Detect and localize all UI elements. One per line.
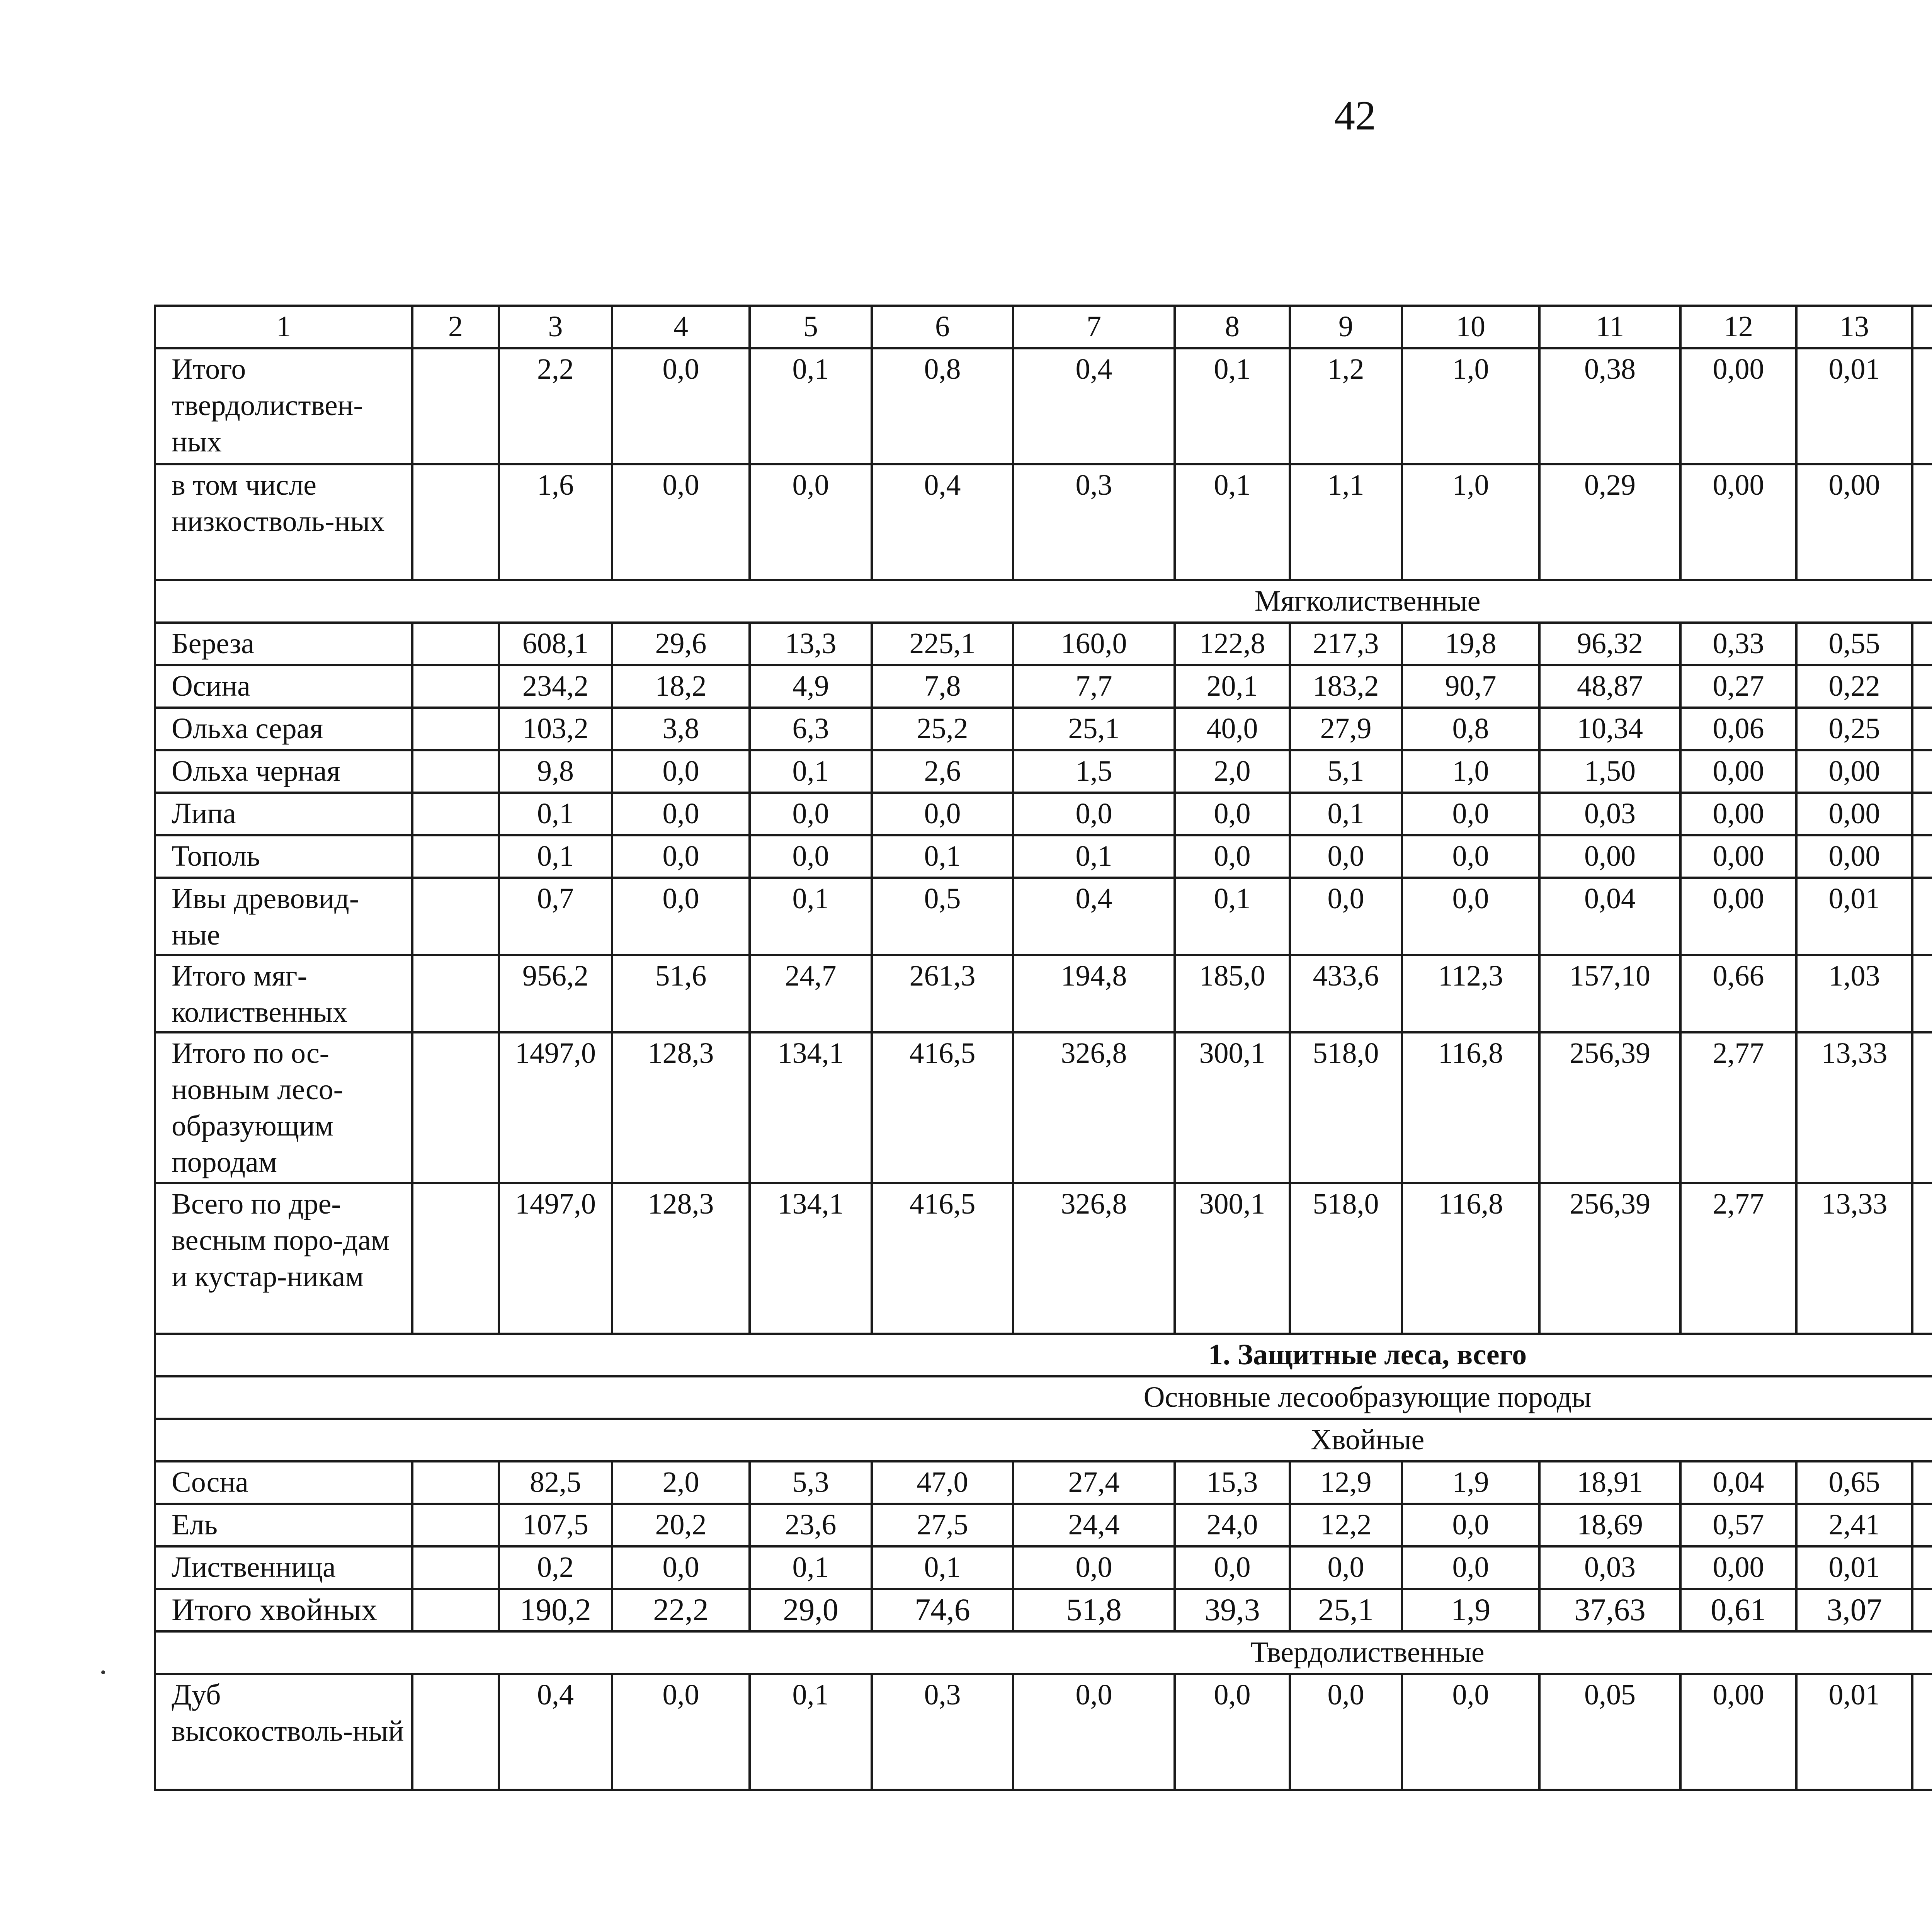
table-cell: 518,0 (1290, 1032, 1402, 1183)
table-cell: 0,0 (612, 750, 750, 793)
table-cell: 256,39 (1539, 1032, 1680, 1183)
section-header-row (155, 1419, 1932, 1461)
table-cell (1912, 1461, 1932, 1504)
section-title: Твердолиственные (155, 1631, 1932, 1674)
table-cell: 1,6 (499, 464, 612, 580)
table-cell: 22,2 (612, 1589, 750, 1631)
table-row (155, 464, 1932, 580)
table-cell: 416,5 (872, 1032, 1013, 1183)
table-cell: 19,8 (1402, 623, 1539, 665)
table-cell (412, 1589, 499, 1631)
table-cell: 116,8 (1402, 1032, 1539, 1183)
table-cell (1912, 1183, 1932, 1334)
table-cell: 0,0 (1290, 835, 1402, 878)
table-cell: 300,1 (1175, 1183, 1290, 1334)
table-cell: 0,0 (1402, 1674, 1539, 1790)
table-cell: 0,4 (1013, 348, 1175, 464)
table-cell: 0,00 (1680, 793, 1796, 835)
table-cell: 0,1 (499, 835, 612, 878)
page-number: 42 (1334, 93, 1376, 139)
table-row (155, 623, 1932, 665)
table-cell: 0,65 (1796, 1461, 1912, 1504)
species-name: в том числе низкостволь-ных (155, 464, 412, 580)
table-cell: 256,39 (1539, 1183, 1680, 1334)
table-cell: 326,8 (1013, 1183, 1175, 1334)
table-cell: 0,1 (1175, 464, 1290, 580)
table-cell: 2,0 (612, 1461, 750, 1504)
table-cell (1912, 878, 1932, 955)
table-cell: 0,61 (1680, 1589, 1796, 1631)
table-cell: 0,55 (1796, 623, 1912, 665)
table-cell: 18,91 (1539, 1461, 1680, 1504)
species-name: Сосна (155, 1461, 412, 1504)
column-number: 4 (612, 306, 750, 348)
table-cell: 0,00 (1796, 793, 1912, 835)
table-cell: 0,00 (1680, 835, 1796, 878)
table-cell: 0,00 (1796, 464, 1912, 580)
table-cell: 18,69 (1539, 1504, 1680, 1546)
table-cell: 13,33 (1796, 1183, 1912, 1334)
table-cell: 1,03 (1796, 955, 1912, 1032)
table-cell: 2,77 (1680, 1183, 1796, 1334)
table-cell: 134,1 (750, 1032, 872, 1183)
table-cell: 0,38 (1539, 348, 1680, 464)
table-cell: 0,57 (1680, 1504, 1796, 1546)
table-cell: 3,07 (1796, 1589, 1912, 1631)
table-cell: 107,5 (499, 1504, 612, 1546)
species-name: Всего по дре-весным поро-дам и кустар-никам (155, 1183, 412, 1334)
table-cell: 37,63 (1539, 1589, 1680, 1631)
table-cell: 0,00 (1680, 348, 1796, 464)
table-cell: 0,00 (1796, 835, 1912, 878)
table-cell (412, 464, 499, 580)
table-cell: 0,3 (872, 1674, 1013, 1790)
table-cell: 0,4 (872, 464, 1013, 580)
table-cell (412, 708, 499, 750)
table-cell: 1,50 (1539, 750, 1680, 793)
table-row (155, 1032, 1932, 1183)
table-row (155, 1589, 1932, 1631)
table-cell: 40,0 (1175, 708, 1290, 750)
section-title: Хвойные (155, 1419, 1932, 1461)
table-cell: 0,00 (1680, 1546, 1796, 1589)
table-cell: 0,1 (872, 1546, 1013, 1589)
species-name: Осина (155, 665, 412, 708)
table-cell: 0,0 (1175, 1674, 1290, 1790)
table-cell: 0,29 (1539, 464, 1680, 580)
section-title: Мягколиственные (155, 580, 1932, 623)
table-cell: 194,8 (1013, 955, 1175, 1032)
table-cell: 0,1 (750, 878, 872, 955)
species-name: Ивы древовид-ные (155, 878, 412, 955)
table-cell: 18,2 (612, 665, 750, 708)
table-cell (412, 665, 499, 708)
table-cell: 128,3 (612, 1183, 750, 1334)
table-cell: 6,3 (750, 708, 872, 750)
table-cell (1912, 1032, 1932, 1183)
table-row (155, 1461, 1932, 1504)
table-cell: 25,2 (872, 708, 1013, 750)
table-cell: 0,05 (1539, 1674, 1680, 1790)
table-cell: 0,0 (750, 793, 872, 835)
table-cell: 0,01 (1796, 878, 1912, 955)
table-cell: 0,2 (499, 1546, 612, 1589)
table-cell: 29,6 (612, 623, 750, 665)
table-cell: 261,3 (872, 955, 1013, 1032)
table-cell: 9,8 (499, 750, 612, 793)
section-header-row (155, 580, 1932, 623)
table-cell: 0,00 (1796, 750, 1912, 793)
table-row (155, 665, 1932, 708)
table-cell (1912, 623, 1932, 665)
table-cell: 234,2 (499, 665, 612, 708)
table-cell: 0,0 (1402, 878, 1539, 955)
table-cell: 416,5 (872, 1183, 1013, 1334)
table-cell: 157,10 (1539, 955, 1680, 1032)
table-cell: 25,1 (1013, 708, 1175, 750)
table-cell: 128,3 (612, 1032, 750, 1183)
table-cell: 0,1 (1013, 835, 1175, 878)
column-number: 2 (412, 306, 499, 348)
table-cell: 0,01 (1796, 1674, 1912, 1790)
table-cell: 0,66 (1680, 955, 1796, 1032)
table-cell (1912, 708, 1932, 750)
table-cell: 48,87 (1539, 665, 1680, 708)
table-cell: 0,06 (1680, 708, 1796, 750)
table-cell: 0,0 (1402, 793, 1539, 835)
table-cell: 2,2 (499, 348, 612, 464)
section-header-row (155, 1334, 1932, 1376)
table-cell: 0,1 (750, 348, 872, 464)
table-cell: 0,04 (1539, 878, 1680, 955)
table-cell: 1,9 (1402, 1461, 1539, 1504)
column-number: 1 (155, 306, 412, 348)
table-row (155, 878, 1932, 955)
species-name: Итого мяг-колиственных (155, 955, 412, 1032)
table-cell: 122,8 (1175, 623, 1290, 665)
species-name: Лиственница (155, 1546, 412, 1589)
table-cell: 0,0 (1175, 835, 1290, 878)
table-cell: 0,0 (1175, 1546, 1290, 1589)
species-name: Итого твердолиствен-ных (155, 348, 412, 464)
table-cell: 0,1 (750, 750, 872, 793)
table-row (155, 1546, 1932, 1589)
column-number: 12 (1680, 306, 1796, 348)
table-cell (412, 623, 499, 665)
column-number: 9 (1290, 306, 1402, 348)
table-cell: 7,7 (1013, 665, 1175, 708)
table-cell: 0,3 (1013, 464, 1175, 580)
column-number (1912, 306, 1932, 348)
table-cell: 39,3 (1175, 1589, 1290, 1631)
table-cell: 20,2 (612, 1504, 750, 1546)
table-cell: 0,7 (499, 878, 612, 955)
table-cell: 25,1 (1290, 1589, 1402, 1631)
table-cell: 20,1 (1175, 665, 1290, 708)
column-number: 7 (1013, 306, 1175, 348)
table-cell: 2,6 (872, 750, 1013, 793)
table-cell: 1497,0 (499, 1032, 612, 1183)
table-cell: 1,9 (1402, 1589, 1539, 1631)
table-row (155, 1183, 1932, 1334)
table-cell: 27,9 (1290, 708, 1402, 750)
table-cell: 1497,0 (499, 1183, 612, 1334)
table-cell: 518,0 (1290, 1183, 1402, 1334)
table-cell (1912, 1504, 1932, 1546)
table-cell: 29,0 (750, 1589, 872, 1631)
table-cell: 2,77 (1680, 1032, 1796, 1183)
table-cell: 103,2 (499, 708, 612, 750)
table-cell: 0,0 (872, 793, 1013, 835)
table-cell: 0,0 (750, 464, 872, 580)
table-cell: 134,1 (750, 1183, 872, 1334)
table-row (155, 1504, 1932, 1546)
table-cell: 51,8 (1013, 1589, 1175, 1631)
table-cell: 0,03 (1539, 793, 1680, 835)
table-cell: 90,7 (1402, 665, 1539, 708)
table-cell (412, 955, 499, 1032)
table-cell: 326,8 (1013, 1032, 1175, 1183)
table-row (155, 708, 1932, 750)
table-cell (1912, 464, 1932, 580)
table-cell: 0,01 (1796, 1546, 1912, 1589)
table-cell: 217,3 (1290, 623, 1402, 665)
table-cell: 0,0 (612, 793, 750, 835)
stray-mark (101, 1670, 105, 1674)
table-cell: 0,00 (1680, 464, 1796, 580)
table-cell: 15,3 (1175, 1461, 1290, 1504)
table-cell: 116,8 (1402, 1183, 1539, 1334)
table-cell: 0,0 (1290, 1546, 1402, 1589)
table-cell: 0,1 (1175, 348, 1290, 464)
table-cell: 433,6 (1290, 955, 1402, 1032)
section-header-row (155, 1631, 1932, 1674)
table-cell: 0,0 (1290, 878, 1402, 955)
table-cell: 0,0 (612, 348, 750, 464)
species-name: Ольха серая (155, 708, 412, 750)
species-name: Дуб высокостволь-ный (155, 1674, 412, 1790)
table-cell: 0,0 (1402, 1546, 1539, 1589)
table-cell: 0,8 (872, 348, 1013, 464)
table-cell: 0,1 (1175, 878, 1290, 955)
column-number: 3 (499, 306, 612, 348)
table-cell: 0,0 (1013, 1674, 1175, 1790)
table-cell: 0,0 (1290, 1674, 1402, 1790)
table-cell: 74,6 (872, 1589, 1013, 1631)
table-cell (412, 348, 499, 464)
table-cell: 0,1 (872, 835, 1013, 878)
table-cell (1912, 665, 1932, 708)
table-cell: 0,0 (612, 1674, 750, 1790)
table-cell: 5,1 (1290, 750, 1402, 793)
table-cell: 0,01 (1796, 348, 1912, 464)
table-cell: 24,0 (1175, 1504, 1290, 1546)
column-number-row (155, 306, 1932, 348)
table-cell (1912, 1589, 1932, 1631)
table-cell: 160,0 (1013, 623, 1175, 665)
column-number: 5 (750, 306, 872, 348)
table-cell: 112,3 (1402, 955, 1539, 1032)
table-cell: 1,2 (1290, 348, 1402, 464)
table-cell (412, 1461, 499, 1504)
forest-stock-table (154, 305, 1932, 1791)
table-cell: 0,0 (1402, 835, 1539, 878)
table-row (155, 793, 1932, 835)
table-cell: 51,6 (612, 955, 750, 1032)
table-cell: 2,0 (1175, 750, 1290, 793)
table-cell: 1,0 (1402, 464, 1539, 580)
table-cell: 0,1 (1290, 793, 1402, 835)
table-cell: 190,2 (499, 1589, 612, 1631)
table-row (155, 955, 1932, 1032)
table-cell: 956,2 (499, 955, 612, 1032)
table-cell (1912, 1674, 1932, 1790)
table-row (155, 835, 1932, 878)
table-cell (412, 1032, 499, 1183)
table-cell (412, 750, 499, 793)
table-cell: 0,25 (1796, 708, 1912, 750)
table-cell: 0,0 (1013, 793, 1175, 835)
table-cell (1912, 1546, 1932, 1589)
table-cell: 96,32 (1539, 623, 1680, 665)
table-cell: 1,1 (1290, 464, 1402, 580)
table-cell: 27,5 (872, 1504, 1013, 1546)
table-cell: 0,00 (1680, 878, 1796, 955)
table-cell: 300,1 (1175, 1032, 1290, 1183)
column-number: 8 (1175, 306, 1290, 348)
table-cell: 1,0 (1402, 750, 1539, 793)
table-cell: 4,9 (750, 665, 872, 708)
species-name: Ель (155, 1504, 412, 1546)
column-number: 6 (872, 306, 1013, 348)
table-cell: 23,6 (750, 1504, 872, 1546)
table-cell: 0,0 (612, 878, 750, 955)
table-cell: 0,22 (1796, 665, 1912, 708)
table-cell: 0,33 (1680, 623, 1796, 665)
table-cell: 13,3 (750, 623, 872, 665)
table-cell: 0,4 (1013, 878, 1175, 955)
table-cell: 47,0 (872, 1461, 1013, 1504)
table-cell: 0,4 (499, 1674, 612, 1790)
table-row (155, 750, 1932, 793)
table-cell: 7,8 (872, 665, 1013, 708)
table-cell: 183,2 (1290, 665, 1402, 708)
table-cell: 3,8 (612, 708, 750, 750)
table-cell: 27,4 (1013, 1461, 1175, 1504)
table-row (155, 1674, 1932, 1790)
table-cell (412, 878, 499, 955)
table-cell: 1,0 (1402, 348, 1539, 464)
table-cell (412, 1504, 499, 1546)
table-cell: 0,00 (1680, 1674, 1796, 1790)
table-cell (412, 793, 499, 835)
table-cell: 13,33 (1796, 1032, 1912, 1183)
section-title: 1. Защитные леса, всего (155, 1334, 1932, 1376)
table-cell (412, 835, 499, 878)
table-cell: 0,1 (750, 1674, 872, 1790)
table-cell (1912, 955, 1932, 1032)
column-number: 11 (1539, 306, 1680, 348)
table-cell (1912, 835, 1932, 878)
section-header-row (155, 1376, 1932, 1419)
table-cell: 0,00 (1680, 750, 1796, 793)
table-cell: 0,0 (1402, 1504, 1539, 1546)
table-cell: 0,04 (1680, 1461, 1796, 1504)
table-cell: 24,7 (750, 955, 872, 1032)
table-cell (412, 1674, 499, 1790)
table-cell (1912, 793, 1932, 835)
table-cell: 24,4 (1013, 1504, 1175, 1546)
table-cell: 0,1 (499, 793, 612, 835)
table-cell: 0,8 (1402, 708, 1539, 750)
table-cell: 0,0 (1175, 793, 1290, 835)
column-number: 10 (1402, 306, 1539, 348)
section-title: Основные лесообразующие породы (155, 1376, 1932, 1419)
table-cell: 608,1 (499, 623, 612, 665)
table-cell (412, 1546, 499, 1589)
table-cell: 0,5 (872, 878, 1013, 955)
column-number: 13 (1796, 306, 1912, 348)
table-cell: 12,2 (1290, 1504, 1402, 1546)
species-name: Ольха черная (155, 750, 412, 793)
table-cell: 2,41 (1796, 1504, 1912, 1546)
species-name: Тополь (155, 835, 412, 878)
table-cell: 5,3 (750, 1461, 872, 1504)
table-cell: 12,9 (1290, 1461, 1402, 1504)
table-cell: 0,1 (750, 1546, 872, 1589)
table-cell: 185,0 (1175, 955, 1290, 1032)
table-cell: 1,5 (1013, 750, 1175, 793)
table-cell: 0,00 (1539, 835, 1680, 878)
species-name: Липа (155, 793, 412, 835)
species-name: Итого хвойных (155, 1589, 412, 1631)
table-cell: 10,34 (1539, 708, 1680, 750)
table-cell: 0,0 (1013, 1546, 1175, 1589)
species-name: Итого по ос-новным лесо-образующим породам (155, 1032, 412, 1183)
species-name: Береза (155, 623, 412, 665)
table-cell: 0,03 (1539, 1546, 1680, 1589)
table-cell: 0,0 (612, 835, 750, 878)
table-cell: 0,0 (612, 464, 750, 580)
table-cell: 82,5 (499, 1461, 612, 1504)
table-row (155, 348, 1932, 464)
table-cell (412, 1183, 499, 1334)
table-cell (1912, 348, 1932, 464)
table-cell: 0,0 (750, 835, 872, 878)
table-cell: 225,1 (872, 623, 1013, 665)
table-cell (1912, 750, 1932, 793)
table-cell: 0,0 (612, 1546, 750, 1589)
table-cell: 0,27 (1680, 665, 1796, 708)
